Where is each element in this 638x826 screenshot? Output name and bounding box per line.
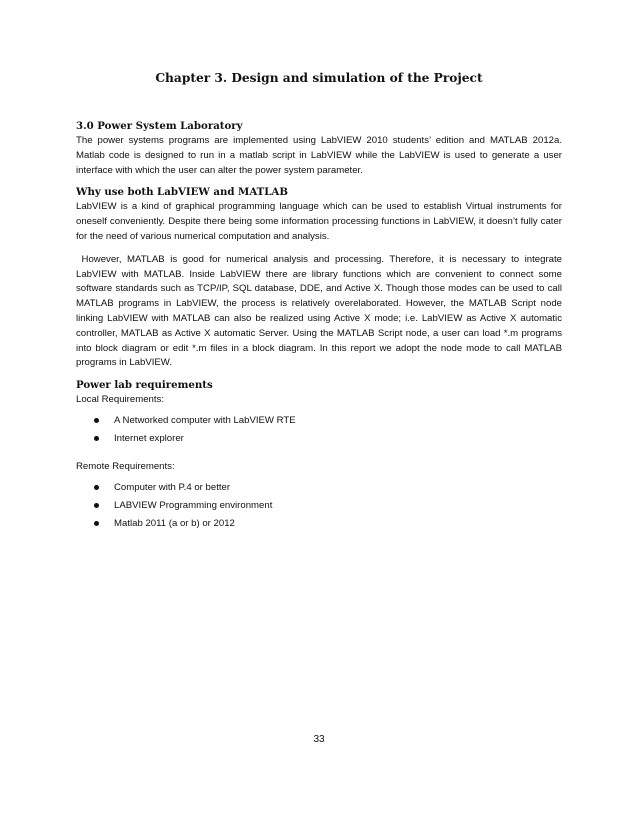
list-item — [94, 480, 562, 495]
list-item-text: Computer with P.4 or better — [114, 482, 231, 494]
paragraph: The power systems programs are implemented using LabVIEW 2010 students’ edition and MATLAB 2012a. Matlab code is designed to run in a matlab script in LabVIEW while the LabVIEW is used to generate a user interface with which the user can alter the power system parameter. — [76, 135, 562, 176]
paragraph: LabVIEW is a kind of graphical programming language which can be used to establish Virtual instruments for oneself conveniently. Despite there being some information processing functions in LabVIEW, it doesn’t fully cater for the need of various numerical computation and analysis. — [76, 201, 562, 242]
list-item-text: A Networked computer with LabVIEW RTE — [114, 415, 296, 427]
bullet-icon — [94, 485, 99, 490]
remote-requirements-list — [94, 480, 562, 531]
list-item-text: Internet explorer — [114, 433, 184, 445]
list-item-text: LABVIEW Programming environment — [114, 500, 273, 512]
list-item — [94, 498, 562, 513]
remote-requirements-label: Remote Requirements: — [76, 461, 175, 473]
section-power-lab-requirements — [76, 379, 562, 531]
page-number: 33 — [313, 734, 325, 745]
section-why-use-labview-matlab — [76, 186, 565, 371]
paragraph: However, MATLAB is good for numerical analysis and processing. Therefore, it is necessary to integrate LabVIEW with MATLAB. Inside LabVIEW there are library functions which are convenient to connect some software standards such as TCP/IP, SQL database, DDE, and Active X. Though those modes can be used to call MATLAB programs in LabVIEW, the process is relatively overelaborated. However, the MATLAB Script node linking LabVIEW with MATLAB can also be realized using Active X mode; i.e. LabVIEW as Active X automatic controller, MATLAB as Active X automatic Server. Using the MATLAB Script node, a user can load *.m programs into block diagram or edit *.m files in a block diagram. In this report we adopt the node mode to call MATLAB programs in LabVIEW. — [76, 253, 565, 369]
list-item — [94, 431, 562, 446]
section-power-system-laboratory — [76, 120, 562, 178]
list-item — [94, 516, 562, 531]
bullet-icon — [94, 503, 99, 508]
page-content — [76, 70, 565, 541]
bullet-icon — [94, 436, 99, 441]
local-requirements-label: Local Requirements: — [76, 394, 164, 406]
list-item — [94, 413, 562, 428]
section-heading: 3.0 Power System Laboratory — [76, 120, 243, 132]
bullet-icon — [94, 521, 99, 526]
chapter-title: Chapter 3. Design and simulation of the Project — [155, 71, 483, 85]
section-heading: Power lab requirements — [76, 379, 213, 392]
section-heading: Why use both LabVIEW and MATLAB — [76, 186, 288, 199]
bullet-icon — [94, 418, 99, 423]
list-item-text: Matlab 2011 (a or b) or 2012 — [114, 518, 235, 530]
local-requirements-list — [94, 413, 562, 446]
